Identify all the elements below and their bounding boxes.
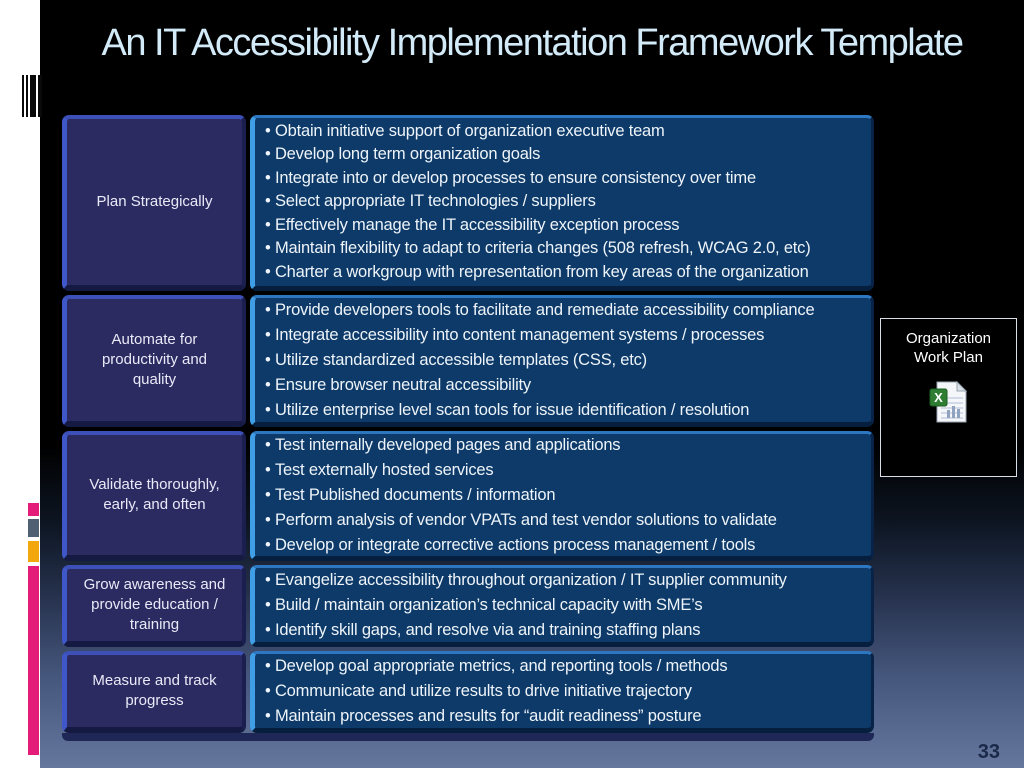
bullet-item: • Develop goal appropriate metrics, and reporting tools / methods <box>265 654 727 679</box>
bullet-item: • Test Published documents / information <box>265 483 777 508</box>
category-label: Plan Strategically <box>96 193 213 210</box>
bullet-item: • Select appropriate IT technologies / suppliers <box>265 190 811 214</box>
bullet-item: • Develop or integrate corrective actions process management / tools <box>265 533 777 558</box>
pink-square-decoration <box>28 503 39 516</box>
category-label: Grow awareness and provide education / training <box>83 576 226 633</box>
table-row <box>62 565 874 647</box>
category-cell <box>62 295 246 427</box>
table-row <box>62 115 874 291</box>
bullet-item: • Maintain processes and results for “audit readiness” posture <box>265 704 727 729</box>
details-cell <box>250 295 874 427</box>
bullet-list <box>265 654 727 729</box>
bullet-item: • Ensure browser neutral accessibility <box>265 373 814 398</box>
table-bottom-shadow <box>62 733 874 741</box>
organization-work-plan-box[interactable] <box>880 318 1017 477</box>
excel-file-icon[interactable] <box>929 380 969 429</box>
table-row <box>62 431 874 561</box>
bullet-item: • Effectively manage the IT accessibility exception process <box>265 214 811 238</box>
bullet-list <box>265 433 777 558</box>
slide-title: An IT Accessibility Implementation Framework Template <box>101 22 963 64</box>
barcode-icon <box>22 75 42 117</box>
table-row <box>62 651 874 733</box>
table-row <box>62 295 874 427</box>
bullet-item: • Perform analysis of vendor VPATs and test vendor solutions to validate <box>265 508 777 533</box>
category-label: Automate for productivity and quality <box>101 331 208 388</box>
page-number: 33 <box>977 741 1000 763</box>
bullet-item: • Develop long term organization goals <box>265 143 811 167</box>
bullet-item: • Test internally developed pages and applications <box>265 433 777 458</box>
svg-text:X: X <box>933 390 943 405</box>
bullet-item: • Utilize enterprise level scan tools for issue identification / resolution <box>265 398 814 423</box>
details-cell <box>250 565 874 647</box>
framework-table <box>62 115 874 733</box>
bullet-item: • Integrate into or develop processes to ensure consistency over time <box>265 167 811 191</box>
slate-square-decoration <box>28 519 39 537</box>
bullet-item: • Communicate and utilize results to drive initiative trajectory <box>265 679 727 704</box>
amber-square-decoration <box>28 541 39 562</box>
work-plan-label: Organization Work Plan <box>905 330 992 366</box>
details-cell <box>250 431 874 561</box>
magenta-bar-decoration <box>28 566 39 755</box>
details-cell <box>250 651 874 733</box>
category-label: Validate thoroughly, early, and often <box>89 476 220 513</box>
bullet-item: • Evangelize accessibility throughout organization / IT supplier community <box>265 568 787 593</box>
category-cell <box>62 565 246 647</box>
slide-canvas <box>40 0 1024 768</box>
category-cell <box>62 431 246 561</box>
bullet-item: • Identify skill gaps, and resolve via and training staffing plans <box>265 618 787 643</box>
details-cell <box>250 115 874 291</box>
bullet-item: • Integrate accessibility into content management systems / processes <box>265 323 814 348</box>
bullet-item: • Charter a workgroup with representation from key areas of the organization <box>265 261 811 285</box>
bullet-item: • Obtain initiative support of organization executive team <box>265 120 811 144</box>
bullet-item: • Provide developers tools to facilitate and remediate accessibility compliance <box>265 298 814 323</box>
category-label: Measure and track progress <box>92 672 217 709</box>
bullet-item: • Test externally hosted services <box>265 458 777 483</box>
bullet-list <box>265 568 787 643</box>
bullet-list <box>265 120 811 285</box>
category-cell <box>62 651 246 733</box>
left-margin <box>0 0 40 768</box>
category-cell <box>62 115 246 291</box>
bullet-list <box>265 298 814 423</box>
bullet-item: • Build / maintain organization’s technical capacity with SME’s <box>265 593 787 618</box>
bullet-item: • Maintain flexibility to adapt to criteria changes (508 refresh, WCAG 2.0, etc) <box>265 237 811 261</box>
bullet-item: • Utilize standardized accessible templates (CSS, etc) <box>265 348 814 373</box>
